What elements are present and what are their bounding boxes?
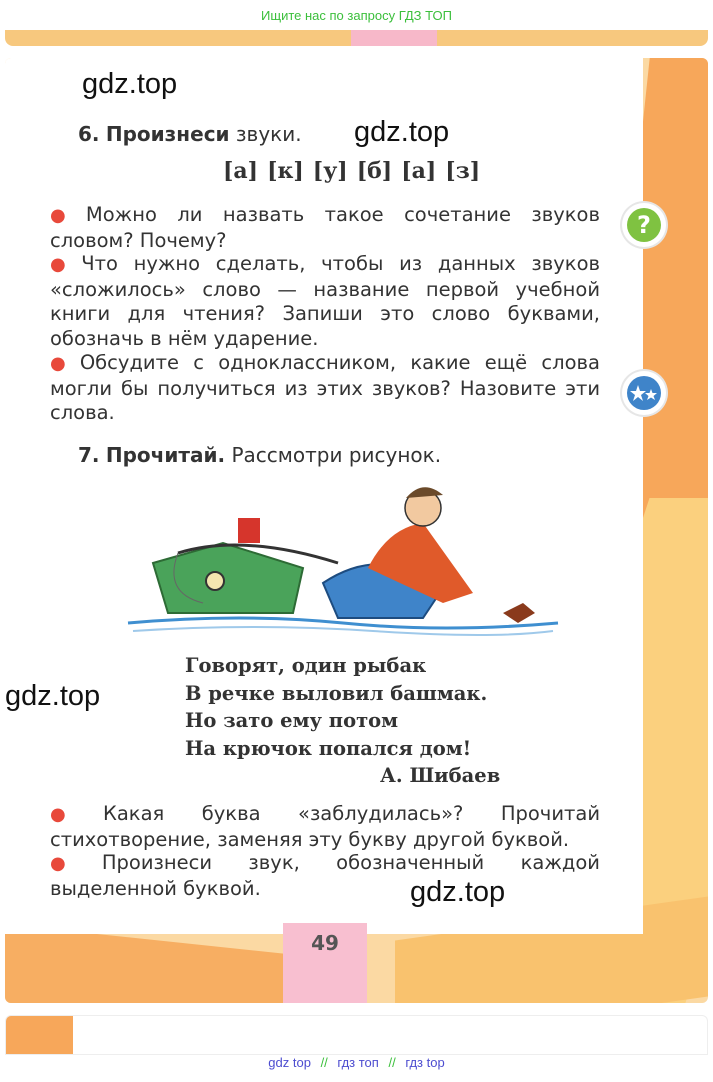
bullet-icon: ● <box>50 254 76 275</box>
task-7-question-2: ● Произнеси звук, обозначенный каждой выделенной буквой. <box>50 851 600 900</box>
task-6-question-1: ● Можно ли назвать такое сочетание звуков словом? Почему? <box>50 203 600 252</box>
task-6-question-2: ● Что нужно сделать, чтобы из данных звуков «сложилось» слово — название первой учебной книги для чтения? Запиши это слово буквами, обозначь в нём ударение. <box>50 252 600 350</box>
bullet-icon: ● <box>50 353 74 374</box>
bullet-icon: ● <box>50 853 96 874</box>
footer-link[interactable]: гдз top <box>405 1055 445 1070</box>
task-6-number: 6. <box>78 122 100 146</box>
poem <box>185 652 500 790</box>
watermark: gdz.top <box>354 116 450 148</box>
footer-links <box>0 1055 713 1075</box>
poem-line: В речке выловил башмак. <box>185 681 488 705</box>
watermark: gdz.top <box>5 680 101 712</box>
poem-line: Говорят, один рыбак <box>185 654 427 677</box>
task-7-heading <box>78 443 441 467</box>
task-7-verb: Прочитай. <box>105 443 226 467</box>
footer-separator: // <box>388 1055 396 1070</box>
poem-line: На крючок попался дом! <box>185 736 472 760</box>
footer-link[interactable]: gdz top <box>268 1055 311 1070</box>
sound: [у] <box>312 158 348 184</box>
bullet-icon: ● <box>50 804 97 825</box>
task-6-rest: звуки. <box>235 122 302 146</box>
stars-icon <box>622 371 666 415</box>
bullet-icon: ● <box>50 205 80 226</box>
top-banner[interactable]: Ищите нас по запросу ГДЗ ТОП <box>261 8 452 23</box>
task-6-question-3: ● Обсудите с одноклассником, какие ещё слова могли бы получиться из этих звуков? Назовите эти слова. <box>50 351 600 424</box>
task-6-heading <box>78 122 302 146</box>
sounds-row <box>223 158 489 184</box>
footer-link[interactable]: гдз топ <box>337 1055 379 1070</box>
sound: [б] <box>356 158 393 184</box>
footer-separator: // <box>320 1055 328 1070</box>
page-number: 49 <box>283 923 367 1003</box>
next-page-strip <box>5 1015 708 1055</box>
sound: [к] <box>267 158 304 184</box>
task-7-rest: Рассмотри рисунок. <box>231 443 442 467</box>
sound: [з] <box>445 158 481 184</box>
watermark: gdz.top <box>82 68 178 100</box>
question-icon: ? <box>622 203 666 247</box>
sound: [а] <box>223 158 259 184</box>
task-7-number: 7. <box>78 443 100 467</box>
poem-author: А. Шибаев <box>380 764 501 787</box>
textbook-page <box>5 58 708 1003</box>
poem-line: Но зато ему потом <box>185 709 399 732</box>
task-6-verb: Произнеси <box>105 122 230 146</box>
task-7-question-1: ● Какая буква «заблудилась»? Прочитай стихотворение, заменяя эту букву другой буквой. <box>50 802 600 851</box>
sound: [а] <box>401 158 437 184</box>
previous-page-strip <box>5 30 708 46</box>
page-content <box>5 58 643 934</box>
fisherman-illustration <box>123 473 563 648</box>
watermark: gdz.top <box>410 876 506 908</box>
